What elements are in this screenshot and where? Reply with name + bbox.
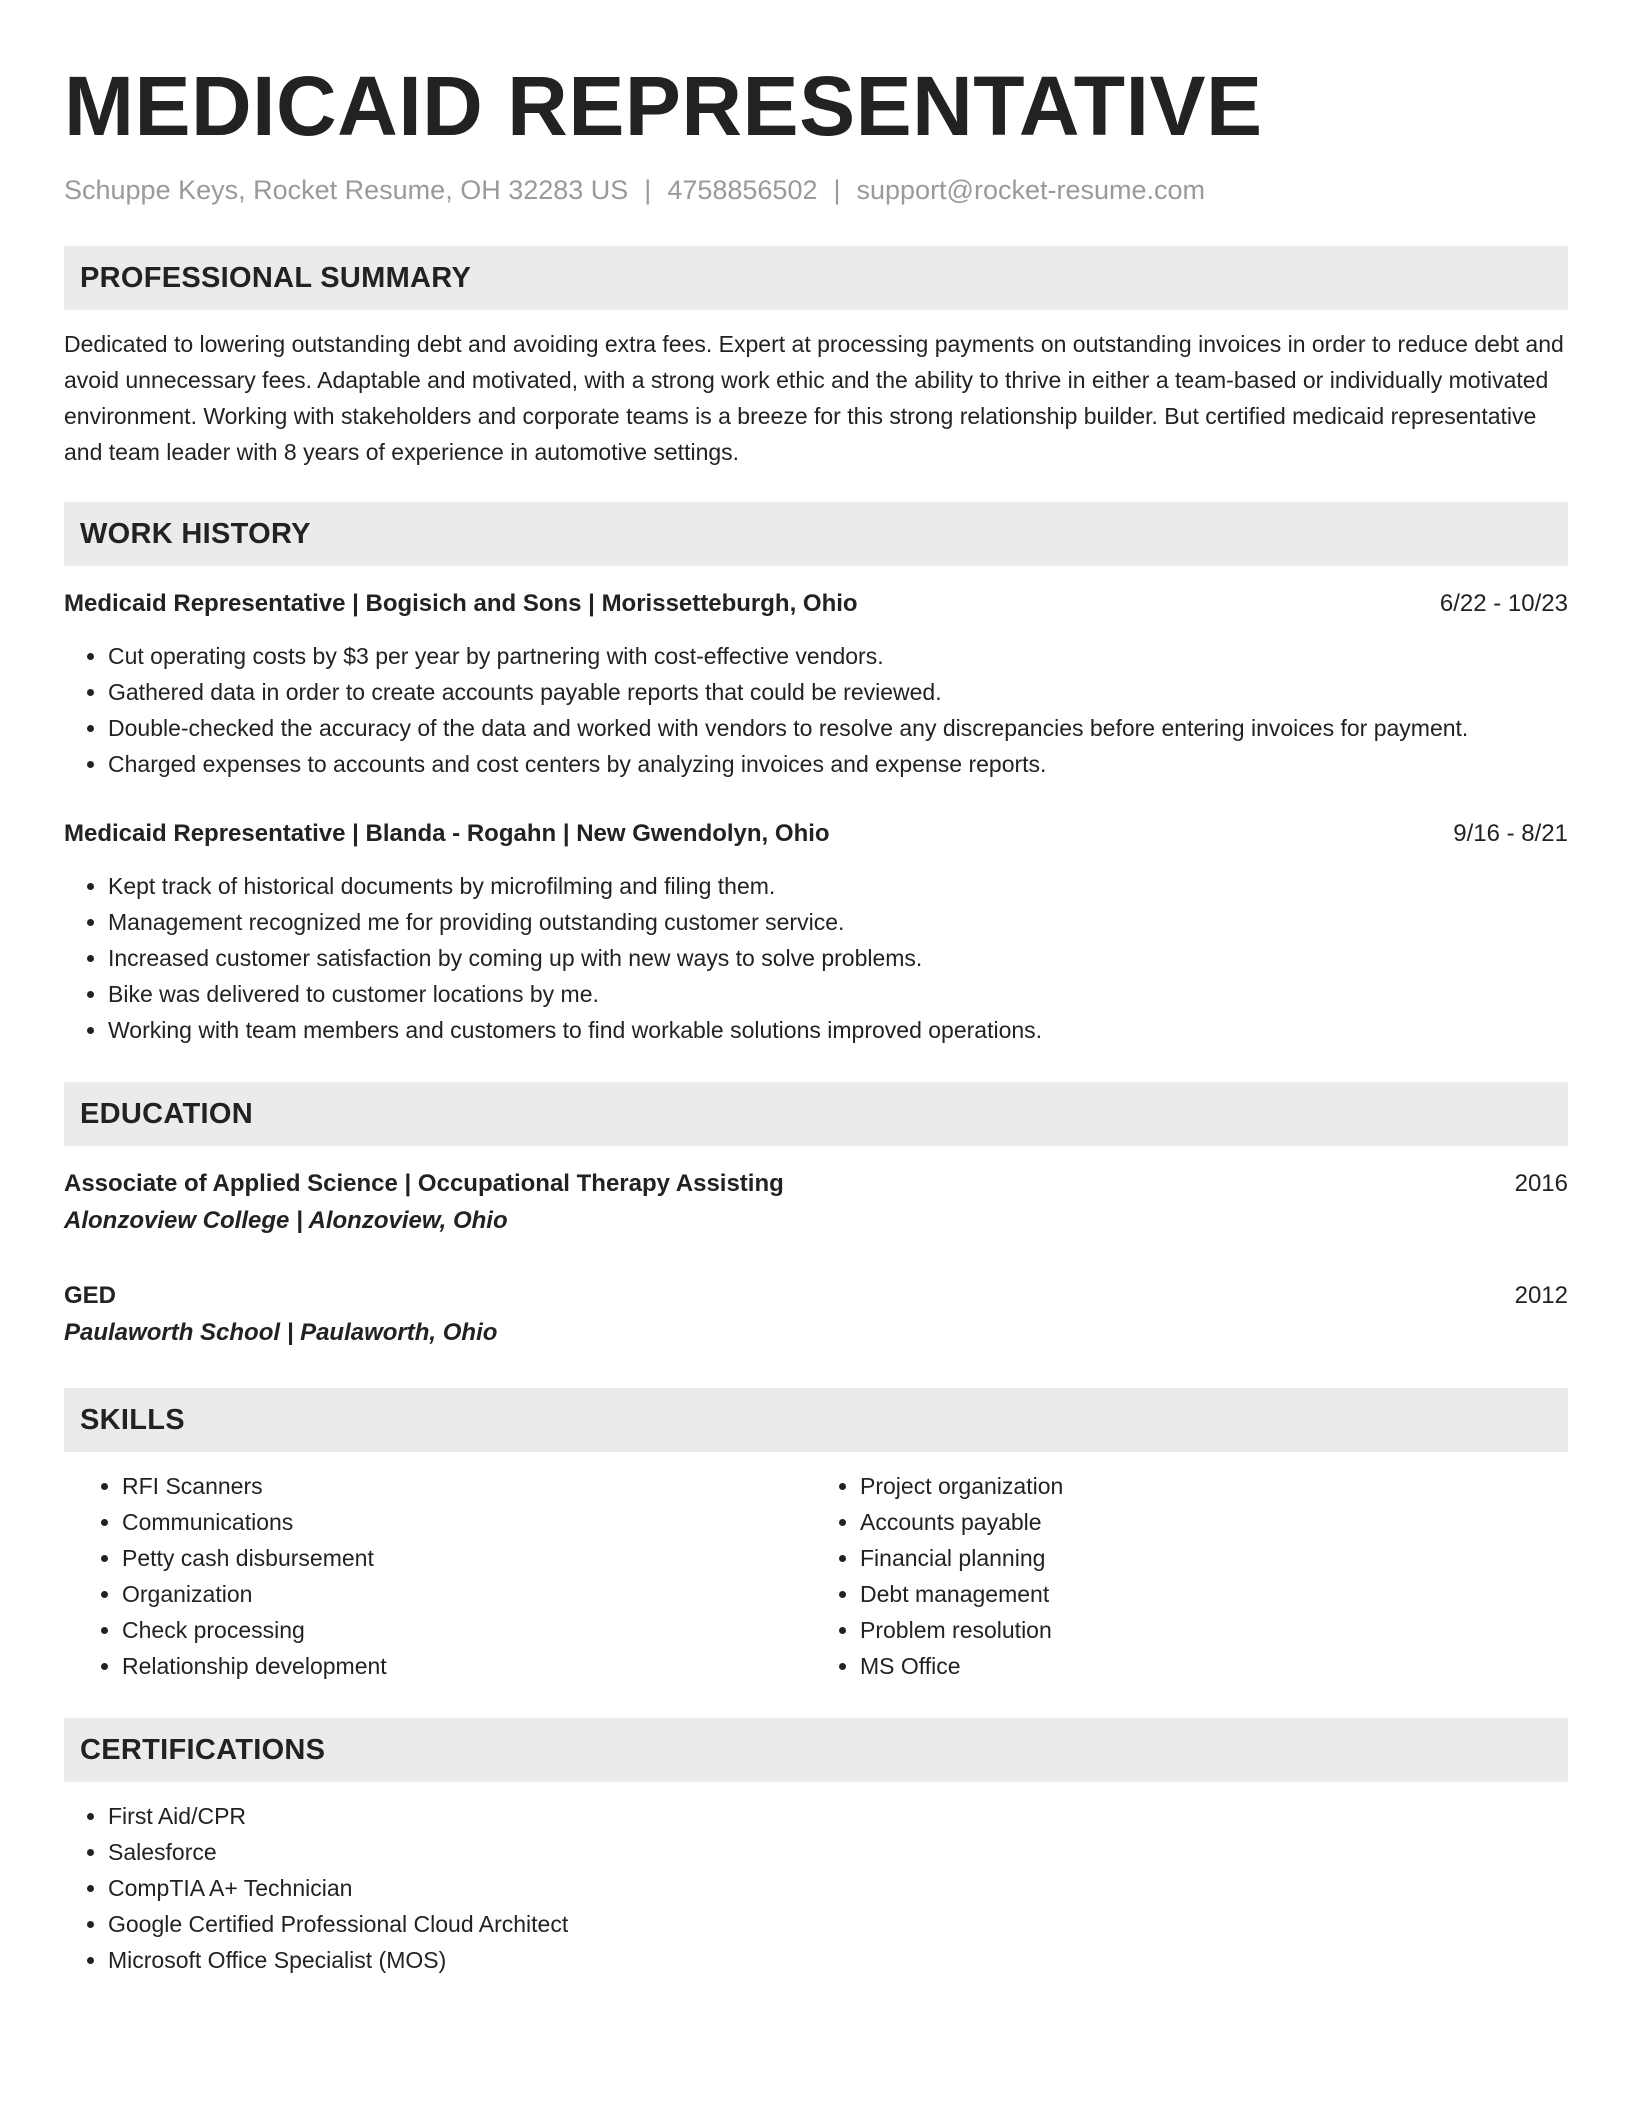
contact-email: support@rocket-resume.com	[856, 175, 1206, 205]
contact-separator: |	[833, 175, 841, 205]
skills-list-right	[816, 1468, 1568, 1684]
education-school: Alonzoview College | Alonzoview, Ohio	[64, 1207, 508, 1234]
contact-separator: |	[644, 175, 652, 205]
skill-item: • Check processing	[122, 1612, 816, 1648]
skill-item: • Communications	[122, 1504, 816, 1540]
job-bullets	[64, 638, 1568, 782]
candidate-name: MEDICAID REPRESENTATIVE	[64, 59, 1263, 153]
skill-item: • Accounts payable	[860, 1504, 1568, 1540]
job-bullet: • Gathered data in order to create accounts payable reports that could be reviewed.	[108, 674, 1568, 710]
education-school: Paulaworth School | Paulaworth, Ohio	[64, 1319, 498, 1346]
certification-item: • First Aid/CPR	[108, 1798, 1568, 1834]
education-year: 2012	[1514, 1282, 1568, 1309]
summary-text: Dedicated to lowering outstanding debt and avoiding extra fees. Expert at processing payments on outstanding invoices in order to reduce debt and avoid unnecessary fees. Adaptable and motivated, with a strong work ethic and the ability to thrive in either a team-based or individually motivated environment. Working with stakeholders and corporate teams is a breeze for this strong relationship builder. But certified medicaid representative and team leader with 8 years of experience in automotive settings.	[64, 331, 1564, 465]
education-degree: Associate of Applied Science | Occupational Therapy Assisting	[64, 1170, 784, 1197]
job-title: Medicaid Representative | Blanda - Rogahn | New Gwendolyn, Ohio	[64, 820, 830, 847]
section-header-certifications	[64, 1718, 1568, 1782]
job-title: Medicaid Representative | Bogisich and Sons | Morissetteburgh, Ohio	[64, 590, 858, 617]
job-bullet: • Increased customer satisfaction by coming up with new ways to solve problems.	[108, 940, 1568, 976]
section-header-summary	[64, 246, 1568, 310]
education-entry	[64, 1278, 1568, 1352]
section-title-skills: SKILLS	[80, 1403, 185, 1436]
education-heading-row	[64, 1166, 1568, 1202]
skill-item: • Debt management	[860, 1576, 1568, 1612]
job-dates: 6/22 - 10/23	[1439, 590, 1568, 617]
job-bullet: • Kept track of historical documents by microfilming and filing them.	[108, 868, 1568, 904]
skills-list-left	[64, 1468, 816, 1684]
job-bullet: • Charged expenses to accounts and cost centers by analyzing invoices and expense reports.	[108, 746, 1568, 782]
skill-item: • Petty cash disbursement	[122, 1540, 816, 1576]
section-title-work-history: WORK HISTORY	[80, 517, 311, 550]
contact-line	[64, 172, 1568, 208]
job-heading-row	[64, 816, 1568, 852]
contact-phone: 4758856502	[667, 175, 818, 205]
job-bullets	[64, 868, 1568, 1048]
contact-address: Schuppe Keys, Rocket Resume, OH 32283 US	[64, 175, 629, 205]
skill-item: • MS Office	[860, 1648, 1568, 1684]
skill-item: • RFI Scanners	[122, 1468, 816, 1504]
education-heading-row	[64, 1278, 1568, 1314]
certification-item: • CompTIA A+ Technician	[108, 1870, 1568, 1906]
education-entry	[64, 1166, 1568, 1240]
education-year: 2016	[1514, 1170, 1568, 1197]
section-title-certifications: CERTIFICATIONS	[80, 1733, 326, 1766]
section-title-education: EDUCATION	[80, 1097, 253, 1130]
job-bullet: • Bike was delivered to customer locations by me.	[108, 976, 1568, 1012]
skills-grid	[64, 1468, 1568, 1684]
job-entry	[64, 816, 1568, 1048]
job-bullet: • Management recognized me for providing outstanding customer service.	[108, 904, 1568, 940]
skill-item: • Problem resolution	[860, 1612, 1568, 1648]
skill-item: • Relationship development	[122, 1648, 816, 1684]
skill-item: • Project organization	[860, 1468, 1568, 1504]
job-bullet: • Cut operating costs by $3 per year by partnering with cost-effective vendors.	[108, 638, 1568, 674]
job-entry	[64, 586, 1568, 782]
certifications-list	[64, 1798, 1568, 1978]
skill-item: • Financial planning	[860, 1540, 1568, 1576]
section-title-summary: PROFESSIONAL SUMMARY	[80, 261, 472, 294]
section-header-work-history	[64, 502, 1568, 566]
section-header-education	[64, 1082, 1568, 1146]
job-bullet: • Double-checked the accuracy of the data and worked with vendors to resolve any discrepancies before entering invoices for payment.	[108, 710, 1568, 746]
certification-item: • Salesforce	[108, 1834, 1568, 1870]
certification-item: • Google Certified Professional Cloud Architect	[108, 1906, 1568, 1942]
job-dates: 9/16 - 8/21	[1453, 820, 1568, 847]
section-header-skills	[64, 1388, 1568, 1452]
certification-item: • Microsoft Office Specialist (MOS)	[108, 1942, 1568, 1978]
skill-item: • Organization	[122, 1576, 816, 1612]
education-degree: GED	[64, 1282, 117, 1309]
job-heading-row	[64, 586, 1568, 622]
job-bullet: • Working with team members and customers to find workable solutions improved operations.	[108, 1012, 1568, 1048]
